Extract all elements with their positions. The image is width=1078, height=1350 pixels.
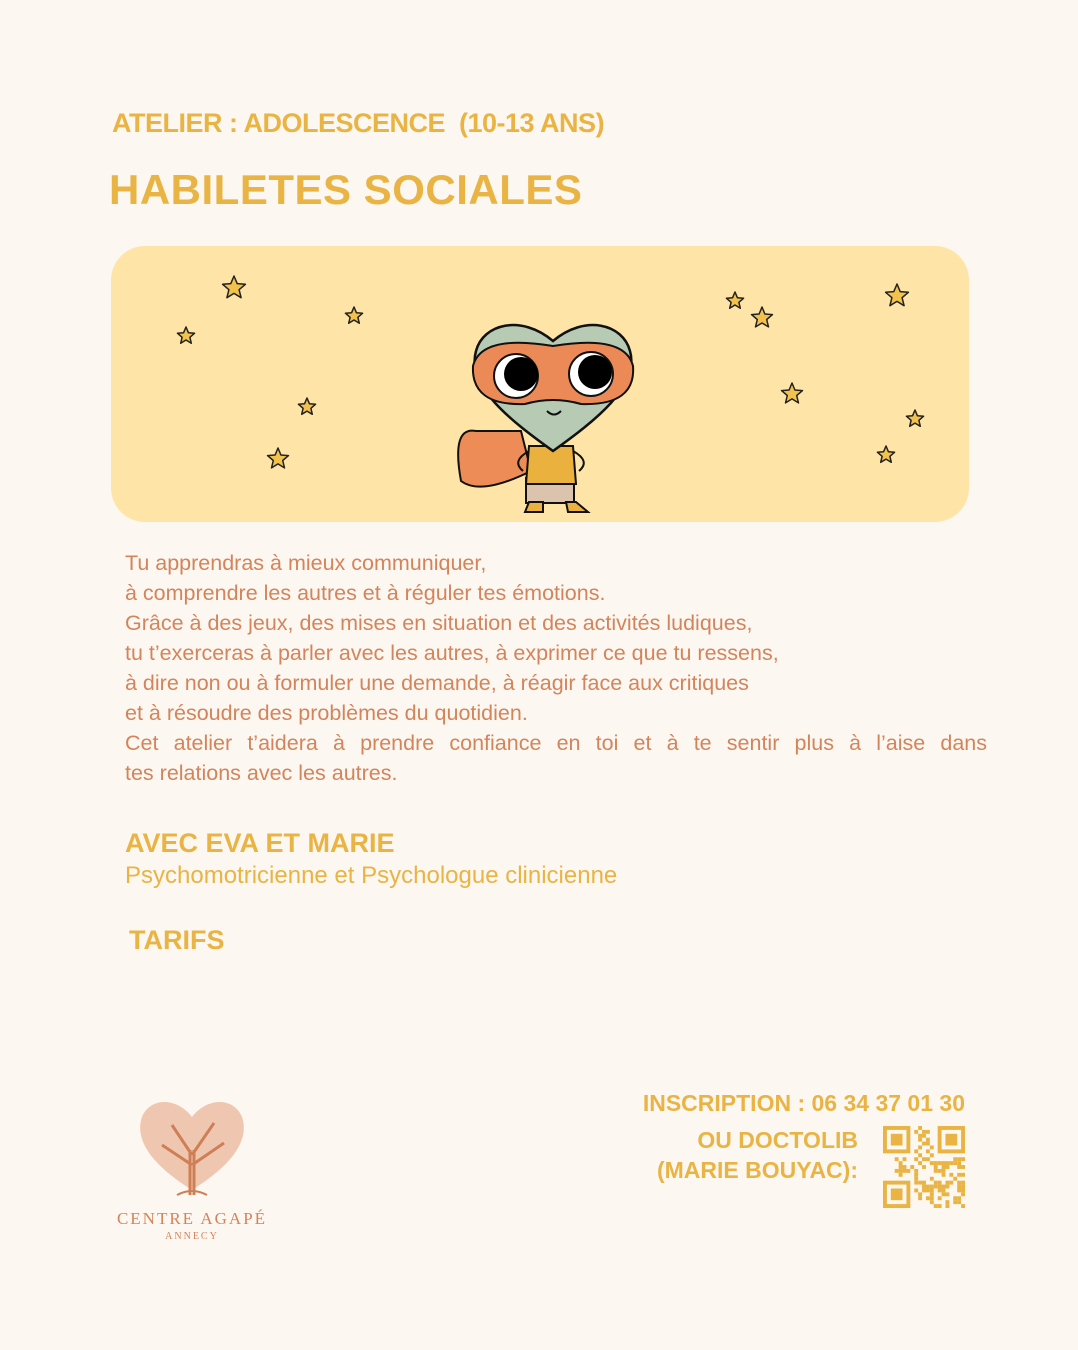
description-line: Tu apprendras à mieux communiquer, [125, 551, 487, 575]
description [125, 548, 987, 788]
superhero-heart-illustration [111, 246, 969, 522]
page-title: HABILETES SOCIALES [109, 166, 583, 213]
star-icon [906, 410, 923, 426]
star-icon [726, 292, 743, 308]
description-line: Cet atelier t’aidera à prendre confiance en toi et à te sentir plus à l’aise dans [125, 731, 987, 755]
star-icon [886, 284, 909, 306]
description-line: à comprendre les autres et à réguler tes émotions. [125, 581, 606, 605]
description-line: Grâce à des jeux, des mises en situation et des activités ludiques, [125, 611, 753, 635]
tree-heart-icon [132, 1095, 252, 1200]
doctolib-line: OU DOCTOLIB [697, 1127, 858, 1153]
pricing-heading: TARIFS [129, 925, 225, 955]
description-line: à dire non ou à formuler une demande, à réagir face aux critiques [125, 671, 749, 695]
star-icon [782, 383, 803, 403]
description-line: et à résoudre des problèmes du quotidien. [125, 701, 528, 725]
registration-doctolib [657, 1125, 858, 1185]
star-icon [177, 327, 194, 343]
centre-agape-logo [112, 1095, 272, 1242]
illustration-banner [111, 246, 969, 522]
logo-name: CENTRE AGAPÉ [116, 1209, 268, 1228]
star-icon [345, 307, 362, 323]
doctolib-line: (MARIE BOUYAC): [656, 1157, 858, 1183]
star-icon [752, 307, 773, 327]
star-icon [298, 398, 315, 414]
registration-phone: INSCRIPTION : 06 34 37 01 30 [642, 1090, 965, 1116]
description-line: tes relations avec les autres. [125, 761, 398, 785]
facilitators-roles: Psychomotricienne et Psychologue clinicienne [125, 862, 618, 889]
star-icon [223, 276, 246, 298]
facilitators-heading: AVEC EVA ET MARIE [125, 828, 395, 858]
workshop-subtitle: ATELIER : ADOLESCENCE (10-13 ANS) [112, 108, 605, 138]
star-icon [877, 446, 894, 462]
logo-city: ANNECY [165, 1231, 219, 1242]
description-line: tu t’exerceras à parler avec les autres, à exprimer ce que tu ressens, [125, 641, 779, 665]
star-icon [268, 448, 289, 468]
qr-code[interactable] [883, 1126, 965, 1208]
